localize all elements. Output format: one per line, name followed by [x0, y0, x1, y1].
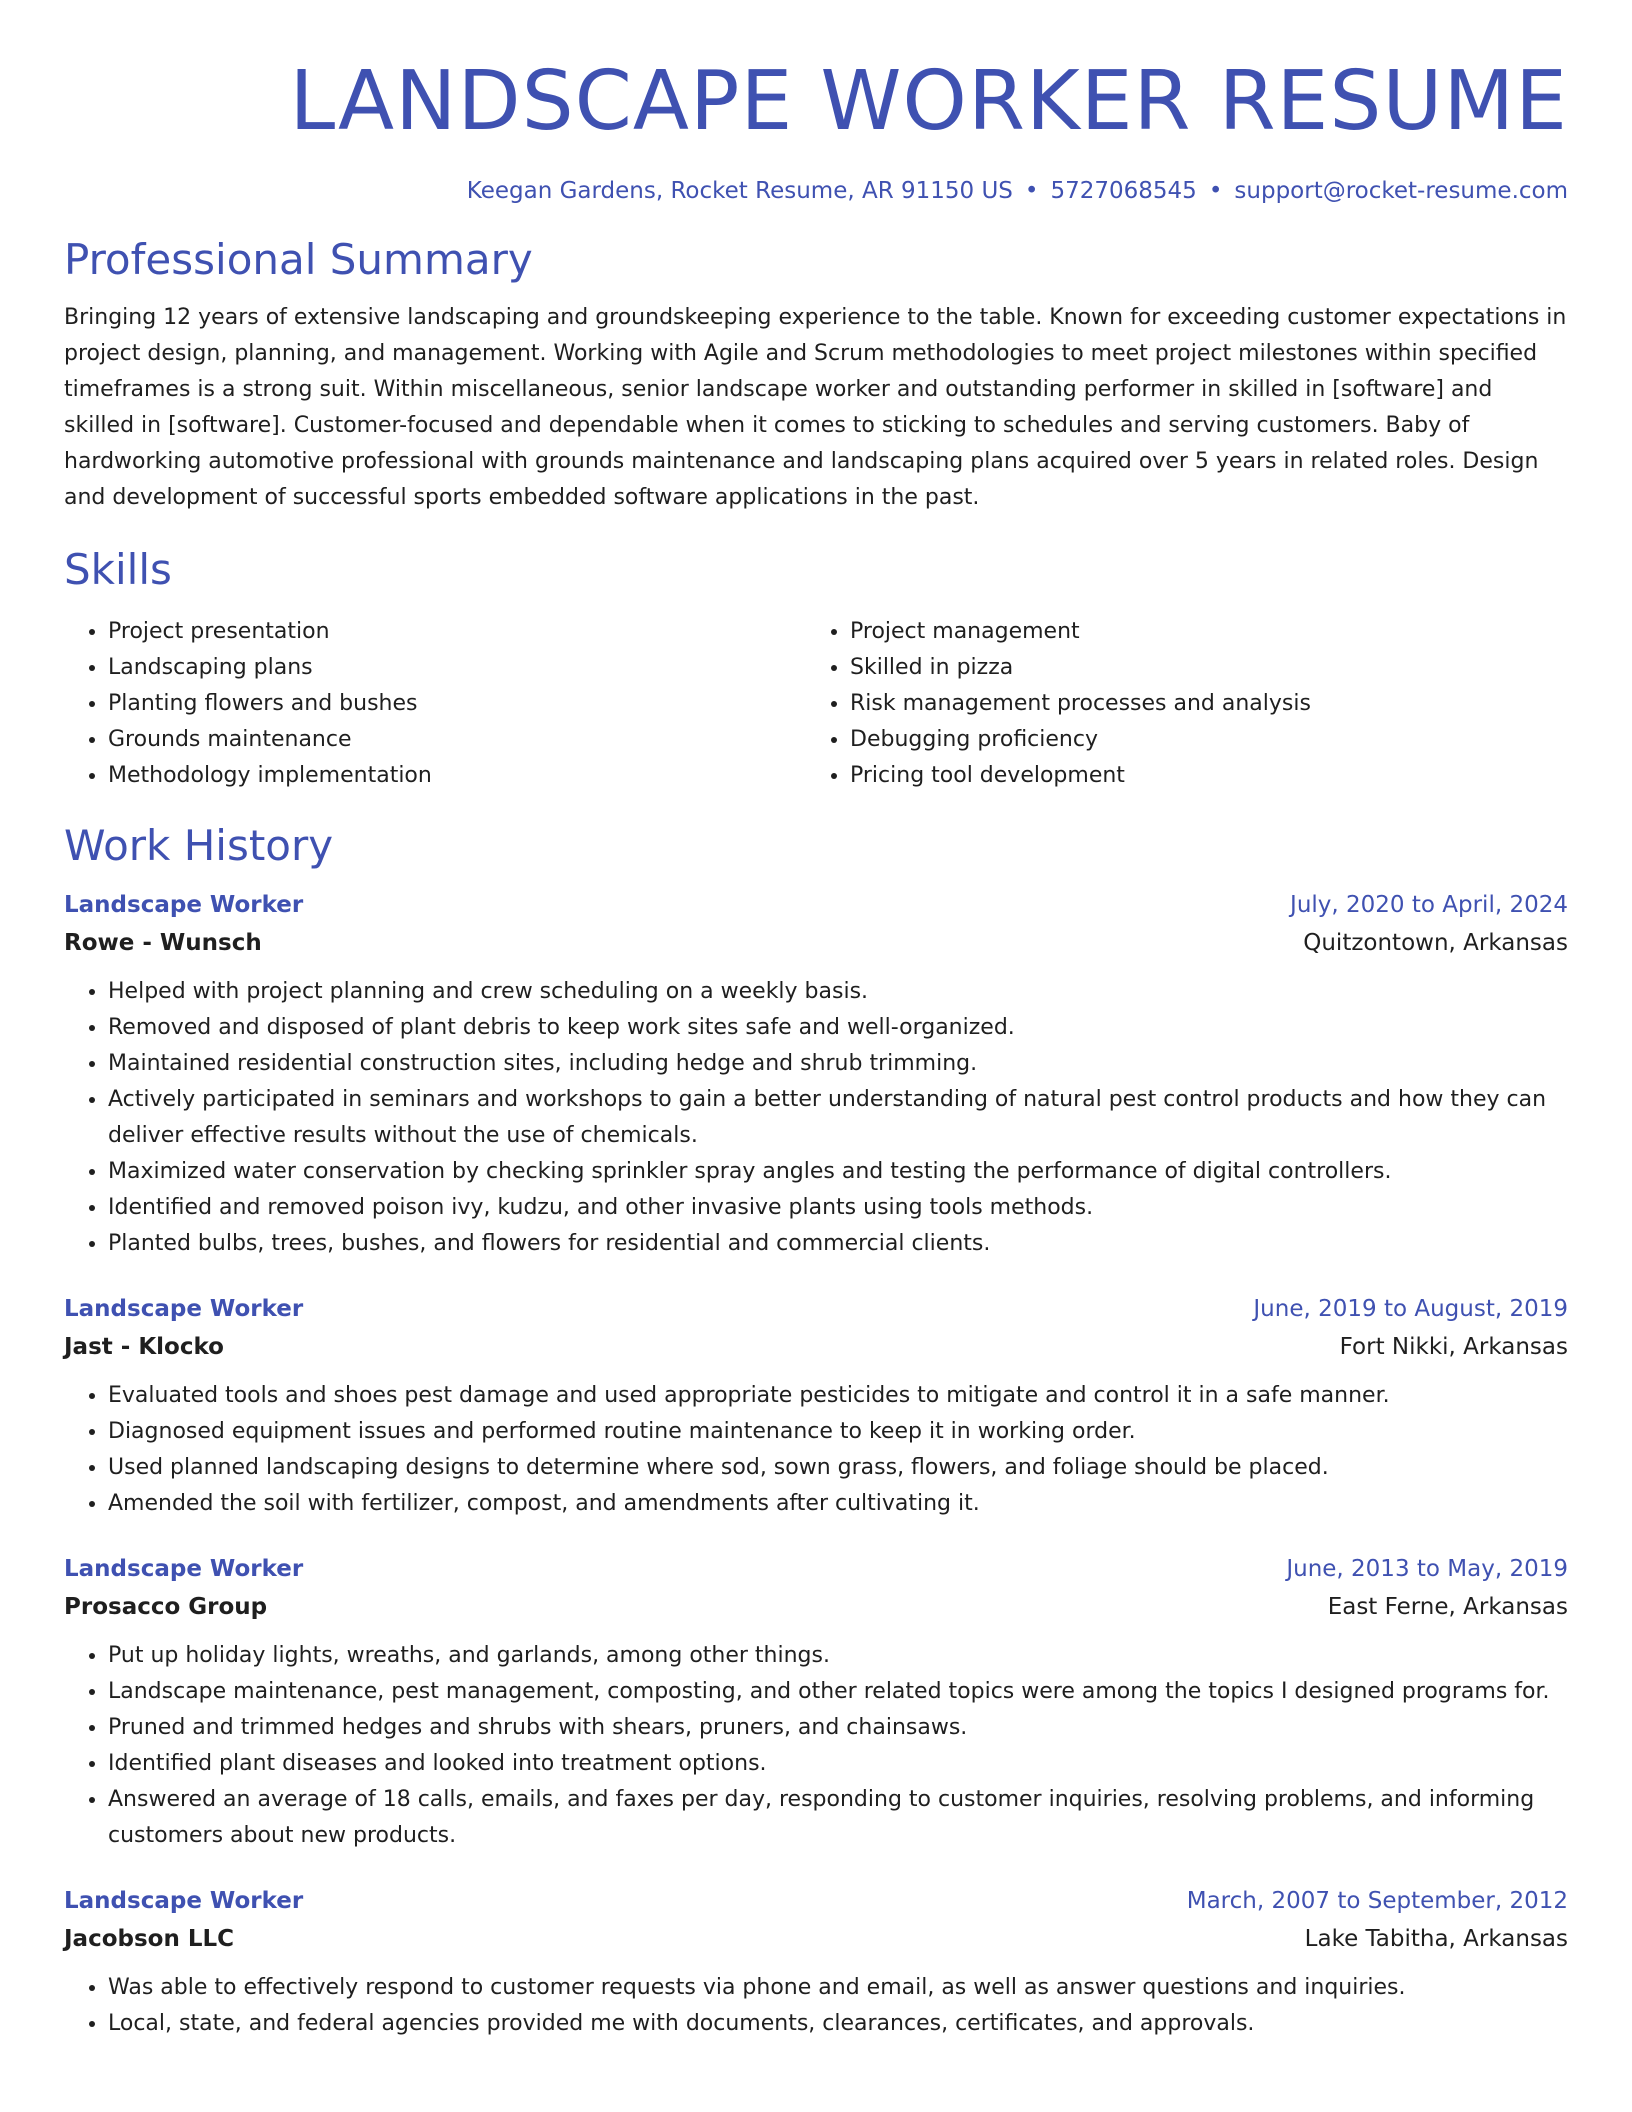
job-bullet: • Used planned landscaping designs to determine where sod, sown grass, flowers, and foliage should be placed. [108, 1450, 1568, 1486]
job-dates: June, 2013 to May, 2019 [1286, 1556, 1568, 1582]
job-bullet: • Removed and disposed of plant debris to keep work sites safe and well-organized. [108, 1010, 1568, 1046]
job-bullet: • Identified and removed poison ivy, kudzu, and other invasive plants using tools methods. [108, 1190, 1568, 1226]
skill-item: • Methodology implementation [108, 758, 806, 794]
job-bullet: • Maintained residential construction sites, including hedge and shrub trimming. [108, 1046, 1568, 1082]
job-bullet: • Planted bulbs, trees, bushes, and flowers for residential and commercial clients. [108, 1226, 1568, 1262]
skill-item: • Landscaping plans [108, 650, 806, 686]
contact-phone: 5727068545 [1050, 178, 1197, 204]
skills-heading: Skills [64, 545, 172, 594]
job-bullet: • Diagnosed equipment issues and performed routine maintenance to keep it in working order. [108, 1414, 1568, 1450]
skill-item: • Project management [850, 614, 1548, 650]
job-company: Rowe - Wunsch [64, 930, 262, 956]
job-title-row [64, 1290, 1568, 1328]
job-bullet: • Maximized water conservation by checking sprinkler spray angles and testing the performance of digital controllers. [108, 1154, 1568, 1190]
job-title-row [64, 1550, 1568, 1588]
job-bullet: • Actively participated in seminars and workshops to gain a better understanding of natural pest control products and how they can deliver effective results without the use of chemicals. [108, 1082, 1568, 1154]
job-title: Landscape Worker [64, 892, 304, 918]
job-company-row [64, 1920, 1568, 1958]
job-entry [64, 1550, 1568, 1854]
job-bullets [64, 1970, 1568, 2042]
job-bullet: • Local, state, and federal agencies provided me with documents, clearances, certificates, and approvals. [108, 2006, 1568, 2042]
job-location: Lake Tabitha, Arkansas [1304, 1926, 1568, 1952]
job-company: Prosacco Group [64, 1594, 268, 1620]
contact-separator: • [1208, 178, 1223, 204]
contact-address: Keegan Gardens, Rocket Resume, AR 91150 US [466, 178, 1013, 204]
job-bullets [64, 1378, 1568, 1522]
job-bullets [64, 1638, 1568, 1854]
job-bullet: • Evaluated tools and shoes pest damage and used appropriate pesticides to mitigate and control it in a safe manner. [108, 1378, 1568, 1414]
job-bullet: • Pruned and trimmed hedges and shrubs with shears, pruners, and chainsaws. [108, 1710, 1568, 1746]
job-bullet: • Landscape maintenance, pest management, composting, and other related topics were among the topics I designed programs for. [108, 1674, 1568, 1710]
skills-column-left [64, 614, 806, 794]
job-bullet: • Answered an average of 18 calls, emails, and faxes per day, responding to customer inquiries, resolving problems, and informing customers about new products. [108, 1782, 1568, 1854]
job-company: Jacobson LLC [64, 1926, 235, 1952]
resume-header [64, 0, 1568, 206]
summary-text: Bringing 12 years of extensive landscaping and groundskeeping experience to the table. Known for exceeding customer expectations in project design, planning, and management. Working with Agile and Scrum methodologies to meet project milestones within specified timeframes is a strong suit. Within miscellaneous, senior landscape worker and outstanding performer in skilled in [software] and skilled in [software]. Customer-focused and dependable when it comes to sticking to schedules and serving customers. Baby of hardworking automotive professional with grounds maintenance and landscaping plans acquired over 5 years in related roles. Design and development of successful sports embedded software applications in the past. [64, 305, 1567, 510]
job-company-row [64, 924, 1568, 962]
skills-column-right [806, 614, 1548, 794]
job-entry [64, 886, 1568, 1262]
skill-item: • Debugging proficiency [850, 722, 1548, 758]
job-entry [64, 1290, 1568, 1522]
job-dates: July, 2020 to April, 2024 [1290, 892, 1568, 918]
skills-list [64, 614, 1568, 794]
job-bullet: • Amended the soil with fertilizer, compost, and amendments after cultivating it. [108, 1486, 1568, 1522]
job-company: Jast - Klocko [64, 1334, 224, 1360]
skill-item: • Planting flowers and bushes [108, 686, 806, 722]
skill-item: • Pricing tool development [850, 758, 1548, 794]
job-bullet: • Helped with project planning and crew scheduling on a weekly basis. [108, 974, 1568, 1010]
job-dates: March, 2007 to September, 2012 [1186, 1888, 1568, 1914]
job-location: Quitzontown, Arkansas [1303, 930, 1568, 956]
job-bullet: • Identified plant diseases and looked into treatment options. [108, 1746, 1568, 1782]
job-bullet: • Was able to effectively respond to customer requests via phone and email, as well as answer questions and inquiries. [108, 1970, 1568, 2006]
job-company-row [64, 1328, 1568, 1366]
contact-line [64, 176, 1568, 206]
skill-item: • Grounds maintenance [108, 722, 806, 758]
job-company-row [64, 1588, 1568, 1626]
summary-heading: Professional Summary [64, 235, 533, 284]
job-entry [64, 1882, 1568, 2042]
resume-title: LANDSCAPE WORKER RESUME [289, 54, 1568, 149]
contact-separator: • [1024, 178, 1039, 204]
job-title-row [64, 886, 1568, 924]
job-title: Landscape Worker [64, 1556, 304, 1582]
skill-item: • Project presentation [108, 614, 806, 650]
job-dates: June, 2019 to August, 2019 [1253, 1296, 1568, 1322]
job-title: Landscape Worker [64, 1888, 304, 1914]
job-title: Landscape Worker [64, 1296, 304, 1322]
work-history-heading: Work History [64, 821, 334, 870]
job-title-row [64, 1882, 1568, 1920]
contact-email[interactable]: support@rocket-resume.com [1234, 178, 1568, 204]
job-location: East Ferne, Arkansas [1327, 1594, 1568, 1620]
skill-item: • Risk management processes and analysis [850, 686, 1548, 722]
job-bullet: • Put up holiday lights, wreaths, and garlands, among other things. [108, 1638, 1568, 1674]
job-location: Fort Nikki, Arkansas [1339, 1334, 1568, 1360]
job-bullets [64, 974, 1568, 1262]
skill-item: • Skilled in pizza [850, 650, 1548, 686]
